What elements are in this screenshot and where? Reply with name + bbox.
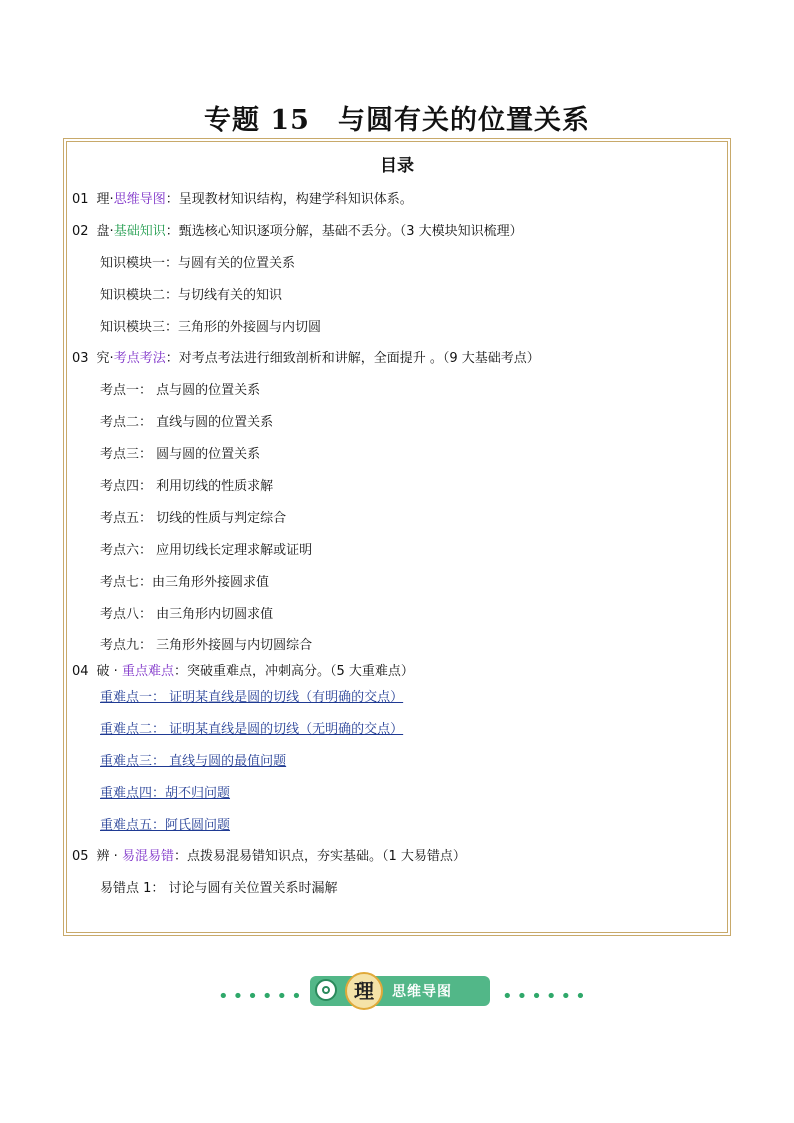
toc-nandian-4[interactable]: 重难点四：胡不归问题: [100, 786, 231, 801]
toc-heading: 目录: [380, 156, 414, 176]
toc-section-05[interactable]: 05 辨 · 易混易错：点拨易混易错知识点，夯实基础。（1 大易错点）: [72, 849, 466, 864]
toc-kaodian-9[interactable]: 考点九： 三角形外接圆与内切圆综合: [100, 638, 313, 653]
toc-kaodian-4[interactable]: 考点四： 利用切线的性质求解: [100, 479, 274, 494]
toc-section-04[interactable]: 04 破 · 重点难点：突破重难点，冲刺高分。（5 大重难点）: [72, 664, 414, 679]
toc-kaodian-7[interactable]: 考点七：由三角形外接圆求值: [100, 575, 270, 590]
banner-title: 思维导图: [392, 984, 452, 1000]
decorative-dots-left: ••••••: [218, 986, 306, 1007]
page-title: 专题 15 与圆有关的位置关系: [204, 105, 590, 136]
toc-yicuo-1[interactable]: 易错点 1： 讨论与圆有关位置关系时漏解: [100, 881, 338, 896]
toc-kaodian-3[interactable]: 考点三： 圆与圆的位置关系: [100, 447, 261, 462]
toc-kaodian-1[interactable]: 考点一： 点与圆的位置关系: [100, 383, 261, 398]
toc-kaodian-8[interactable]: 考点八： 由三角形内切圆求值: [100, 607, 274, 622]
decorative-dots-right: ••••••: [502, 986, 590, 1007]
toc-module-2[interactable]: 知识模块二：与切线有关的知识: [100, 288, 283, 303]
toc-nandian-2[interactable]: 重难点二： 证明某直线是圆的切线（无明确的交点）: [100, 722, 404, 737]
toc-kaodian-5[interactable]: 考点五： 切线的性质与判定综合: [100, 511, 287, 526]
toc-nandian-5[interactable]: 重难点五：阿氏圆问题: [100, 818, 231, 833]
toc-section-02[interactable]: 02 盘·基础知识：甄选核心知识逐项分解，基础不丢分。（3 大模块知识梳理）: [72, 224, 523, 239]
table-of-contents: [63, 138, 731, 936]
toc-module-1[interactable]: 知识模块一：与圆有关的位置关系: [100, 256, 296, 271]
toc-section-01[interactable]: 01 理·思维导图：呈现教材知识结构，构建学科知识体系。: [72, 192, 413, 207]
toc-nandian-1[interactable]: 重难点一： 证明某直线是圆的切线（有明确的交点）: [100, 690, 404, 705]
toc-kaodian-2[interactable]: 考点二： 直线与圆的位置关系: [100, 415, 274, 430]
toc-kaodian-6[interactable]: 考点六： 应用切线长定理求解或证明: [100, 543, 313, 558]
mind-map-banner: [0, 972, 794, 1012]
badge-icon: 理: [345, 972, 383, 1010]
toc-nandian-3[interactable]: 重难点三： 直线与圆的最值问题: [100, 754, 287, 769]
toc-module-3[interactable]: 知识模块三：三角形的外接圆与内切圆: [100, 320, 322, 335]
toc-section-03[interactable]: 03 究·考点考法：对考点考法进行细致剖析和讲解，全面提升 。（9 大基础考点）: [72, 351, 540, 366]
target-icon: [315, 979, 337, 1001]
